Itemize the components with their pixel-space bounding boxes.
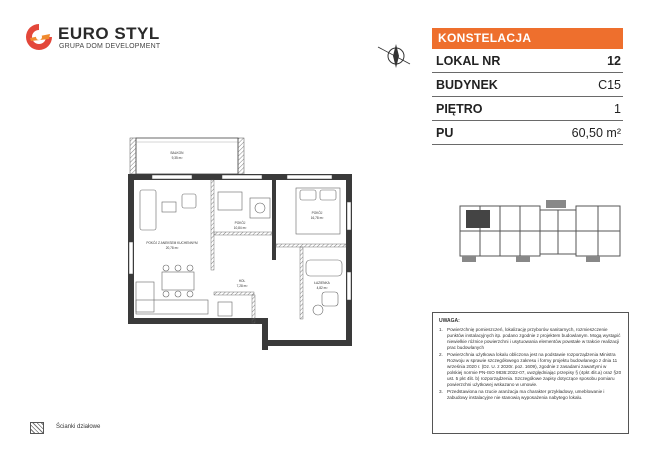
building-key-plan <box>456 196 626 276</box>
logo-swirl-icon <box>24 22 54 52</box>
outer-walls <box>128 174 352 350</box>
room-label-hol: HOL <box>238 279 246 283</box>
room-area-pokoj-1: 10,84 m² <box>233 226 247 230</box>
legend-label: Ścianki działowe <box>56 424 101 430</box>
room-area-pokoj-2: 16,78 m² <box>310 216 324 220</box>
room-area-lazienka: 4,82 m² <box>316 286 328 290</box>
note-number: 3. <box>439 389 443 394</box>
info-value: 60,50 m² <box>571 126 621 140</box>
info-row-pu <box>432 121 623 145</box>
interior-walls <box>211 180 346 323</box>
info-row-lokal <box>432 49 623 73</box>
apartment-info-panel <box>432 28 623 145</box>
info-value: C15 <box>598 78 621 92</box>
note-number: 1. <box>439 327 443 332</box>
compass-north-icon <box>376 38 412 74</box>
furniture <box>136 188 342 316</box>
note-text: Powierzchnię pomieszczeń, lokalizację przyborów sanitarnych, rozmieszczenie punktów instalacyjnych itp. podano zgodnie z projektem budowlanym. Mogą wystąpić niewielkie różnice powierzchni i usytuowania elementów powstałe w trakcie realizacji prac budowlanych <box>447 327 621 350</box>
room-label-balkon: BALKON <box>170 151 184 155</box>
notes-box <box>432 312 629 434</box>
brand-logo <box>24 22 164 56</box>
floor-plan <box>122 132 362 354</box>
room-area-balkon: 9,35 m² <box>171 156 183 160</box>
info-label: LOKAL NR <box>436 54 501 68</box>
info-label: BUDYNEK <box>436 78 498 92</box>
brand-subtitle: GRUPA DOM DEVELOPMENT <box>59 43 161 50</box>
note-item <box>439 352 622 388</box>
balcony <box>130 138 244 174</box>
room-label-lazienka: ŁAZIENKA <box>314 281 330 285</box>
note-item <box>439 327 622 351</box>
note-text: Przedstawiona na rzucie aranżacja ma charakter przykładowy, umeblowanie i zabudowy instalacyjne nie stanowią wyposażenia nabytego lokalu. <box>447 389 605 400</box>
note-text: Powierzchnia użytkowa lokalu obliczona jest na podstawie rozporządzenia Ministra Rozwoju w sprawie szczegółowego zakresu i formy projektu budowlanego z dnia 11 września 2020 r. (Dz. U. z 2020r. poz. 1609), zgodnie z zasadami zawartymi w polskiej normie PN-ISO 9836:2022-07, uwzględniając przepisy § (4pkt 4lit.a) oraz §20 ust. 5 pkt 4lit. b) rozporządzenia. Szczegółowe zapisy dotyczące sposobu pomiaru powierzchni użytkowej wskazano w umowie. <box>447 352 622 387</box>
info-row-budynek <box>432 73 623 97</box>
highlighted-apartment <box>466 210 490 228</box>
room-label-pokoj-2: POKÓJ <box>311 211 323 215</box>
info-row-pietro <box>432 97 623 121</box>
info-value: 1 <box>614 102 621 116</box>
room-area-salon: 20,78 m² <box>165 246 179 250</box>
room-label-pokoj-1: POKÓJ <box>234 221 246 225</box>
notes-title: UWAGA: <box>439 318 460 324</box>
info-label: PIĘTRO <box>436 102 483 116</box>
brand-name: EURO STYL <box>58 24 160 43</box>
info-label: PU <box>436 126 454 140</box>
partition-wall-swatch-icon <box>30 422 44 434</box>
note-number: 2. <box>439 352 443 357</box>
note-item <box>439 389 622 401</box>
info-value: 12 <box>607 54 621 68</box>
room-label-salon: POKÓJ Z ANEKSEM KUCHENNYM <box>146 241 198 245</box>
project-name: KONSTELACJA <box>432 28 623 49</box>
room-area-hol: 7,28 m² <box>236 284 248 288</box>
